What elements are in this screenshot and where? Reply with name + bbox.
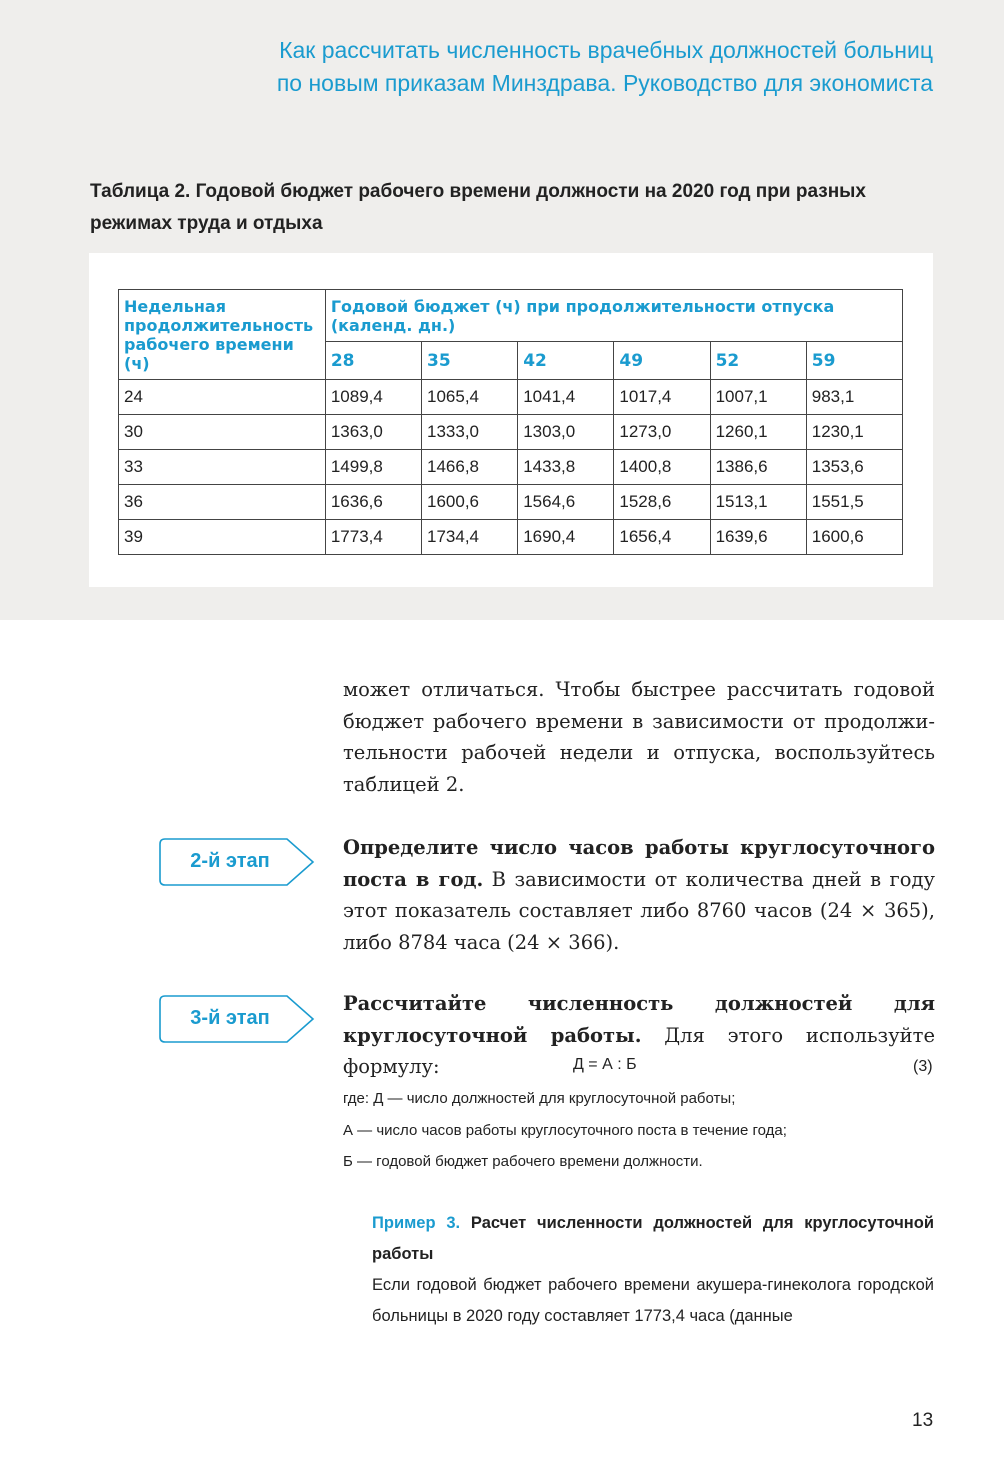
- header-weekly-hours: Недельная продолжительность рабочего времени (ч): [119, 290, 326, 380]
- cell-value: 1065,4: [422, 380, 518, 415]
- cell-value: 1007,1: [710, 380, 806, 415]
- cell-value: 1528,6: [614, 485, 710, 520]
- cell-value: 1386,6: [710, 450, 806, 485]
- title-line-2: по новым приказам Минздрава. Руководство для экономиста: [276, 70, 933, 96]
- example-title: Расчет численности должностей для круглосуточной работы: [372, 1214, 934, 1263]
- header-vacation-days: 28: [325, 342, 421, 380]
- cell-value: 1333,0: [422, 415, 518, 450]
- stage-3-badge: [159, 995, 313, 1041]
- cell-value: 1089,4: [325, 380, 421, 415]
- cell-value: 1466,8: [422, 450, 518, 485]
- stage-2-label: 2-й этап: [190, 850, 270, 872]
- cell-value: 1433,8: [518, 450, 614, 485]
- stage-2-heading: Определите число часов работы круглосуточного поста в год.: [343, 836, 935, 891]
- example-block: [372, 1208, 934, 1332]
- cell-value: 1499,8: [325, 450, 421, 485]
- header-vacation-days: 59: [806, 342, 902, 380]
- cell-value: 1353,6: [806, 450, 902, 485]
- cell-value: 1260,1: [710, 415, 806, 450]
- cell-value: 1513,1: [710, 485, 806, 520]
- cell-value: 1639,6: [710, 520, 806, 555]
- cell-hours: 36: [119, 485, 326, 520]
- example-text: Если годовой бюджет рабочего времени акушера-гинеколога городской больницы в 2020 году составляет 1773,4 часа (данные: [372, 1276, 934, 1325]
- document-title: [277, 34, 933, 100]
- cell-value: 1734,4: [422, 520, 518, 555]
- cell-value: 1690,4: [518, 520, 614, 555]
- table-row: [119, 415, 903, 450]
- cell-value: 1636,6: [325, 485, 421, 520]
- caption-line-2: режимах труда и отдыха: [90, 213, 323, 234]
- formula: Д = А : Б: [573, 1056, 637, 1073]
- cell-value: 1564,6: [518, 485, 614, 520]
- cell-value: 983,1: [806, 380, 902, 415]
- header-annual-budget: Годовой бюджет (ч) при продолжительности отпуска (календ. дн.): [325, 290, 902, 342]
- cell-hours: 24: [119, 380, 326, 415]
- formula-number: (3): [913, 1058, 933, 1075]
- work-time-budget-table: [118, 289, 903, 555]
- stage-3-heading: Рассчитайте численность должностей для круглосуточной работы.: [343, 992, 935, 1047]
- stage-3-text: Для этого используйте формулу:: [343, 1023, 935, 1078]
- cell-value: 1017,4: [614, 380, 710, 415]
- cell-value: 1600,6: [806, 520, 902, 555]
- cell-value: 1230,1: [806, 415, 902, 450]
- header-vacation-days: 52: [710, 342, 806, 380]
- table-row: [119, 450, 903, 485]
- formula-legend-line: где: Д — число должностей для круглосуточной работы;: [343, 1090, 736, 1107]
- stage-3-paragraph: [343, 988, 935, 1083]
- cell-value: 1600,6: [422, 485, 518, 520]
- page-number: 13: [912, 1410, 934, 1431]
- cell-value: 1400,8: [614, 450, 710, 485]
- table-caption: [90, 176, 940, 240]
- table-row: [119, 485, 903, 520]
- cell-value: 1656,4: [614, 520, 710, 555]
- cell-value: 1303,0: [518, 415, 614, 450]
- example-heading: [372, 1208, 934, 1270]
- stage-2-badge: [159, 838, 313, 884]
- example-label: Пример 3.: [372, 1214, 461, 1232]
- cell-value: 1773,4: [325, 520, 421, 555]
- header-vacation-days: 42: [518, 342, 614, 380]
- cell-hours: 30: [119, 415, 326, 450]
- stage-2-text: В зависимости от количества дней в году этот показатель составляет либо 8760 часов (24 × 365), либо 8784 часа (24 × 366).: [343, 867, 935, 954]
- stage-3-label: 3-й этап: [190, 1007, 270, 1029]
- cell-value: 1551,5: [806, 485, 902, 520]
- table-card: [89, 253, 933, 587]
- cell-value: 1363,0: [325, 415, 421, 450]
- header-vacation-days: 49: [614, 342, 710, 380]
- cell-value: 1273,0: [614, 415, 710, 450]
- title-line-1: Как рассчитать численность врачебных должностей больниц: [279, 37, 933, 63]
- formula-legend-line: А — число часов работы круглосуточного поста в течение года;: [343, 1122, 787, 1139]
- caption-line-1: Таблица 2. Годовой бюджет рабочего времени должности на 2020 год при разных: [90, 181, 866, 202]
- table-row: [119, 380, 903, 415]
- cell-hours: 33: [119, 450, 326, 485]
- table-row: [119, 520, 903, 555]
- intro-paragraph: может отличаться. Чтобы быстрее рассчитать годовой бюджет рабочего времени в зависимости от продолжительности рабочей недели и отпуска, воспользуйтесь таблицей 2.: [343, 678, 935, 796]
- header-vacation-days: 35: [422, 342, 518, 380]
- formula-legend-line: Б — годовой бюджет рабочего времени должности.: [343, 1153, 703, 1170]
- cell-hours: 39: [119, 520, 326, 555]
- cell-value: 1041,4: [518, 380, 614, 415]
- stage-2-paragraph: [343, 832, 935, 958]
